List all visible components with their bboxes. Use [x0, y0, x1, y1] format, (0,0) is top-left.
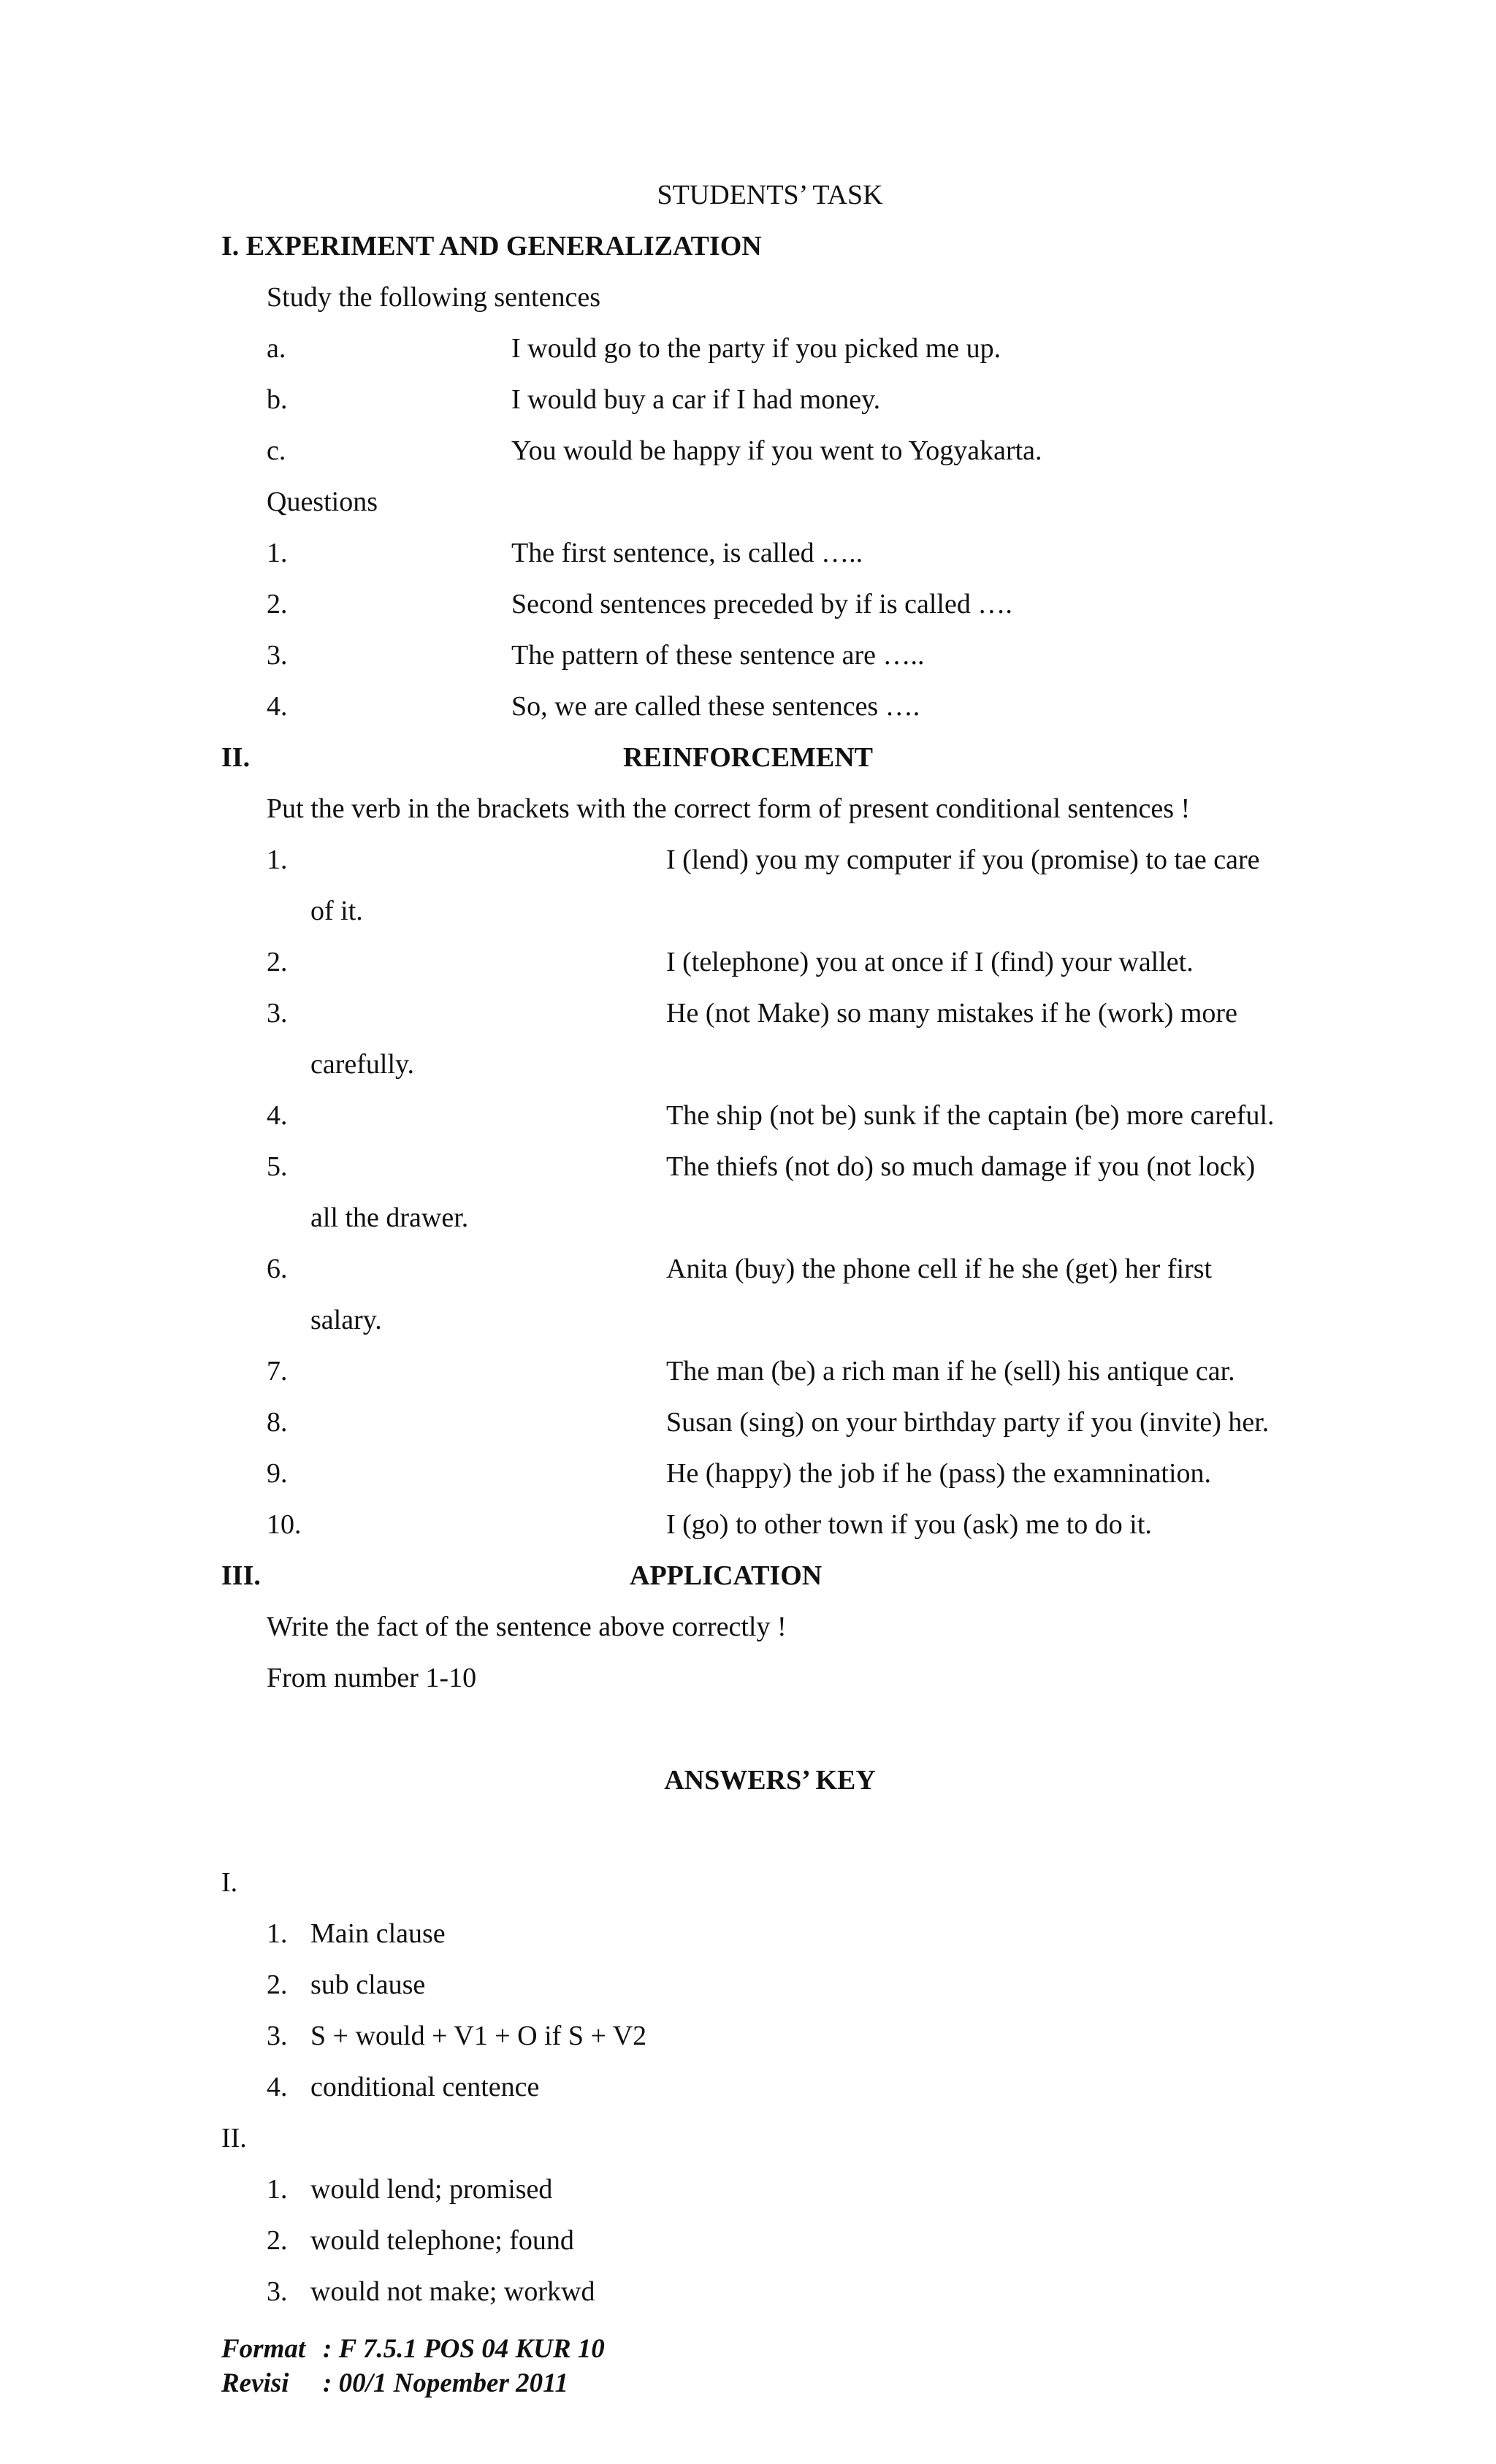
item-number: 3.: [267, 998, 288, 1029]
answer-text: would telephone; found: [310, 2225, 574, 2256]
section-3-line: From number 1-10: [267, 1663, 477, 1693]
item-continuation: all the drawer.: [310, 1202, 469, 1233]
item-text: The man (be) a rich man if he (sell) his antique car.: [666, 1356, 1235, 1387]
question-number: 2.: [267, 589, 288, 619]
question-number: 4.: [267, 691, 288, 722]
footer-revisi-value: : 00/1 Nopember 2011: [323, 2368, 569, 2398]
item-number: 2.: [267, 947, 288, 977]
answer-number: 1.: [267, 1918, 288, 1949]
answer-number: 1.: [267, 2174, 288, 2205]
section-2-instruction: Put the verb in the brackets with the correct form of present conditional sentences !: [267, 793, 1191, 824]
item-text: I (lend) you my computer if you (promise) to tae care: [666, 844, 1260, 875]
sentence-text: I would go to the party if you picked me up.: [511, 333, 1001, 364]
sentence-label: b.: [267, 384, 288, 415]
section-1-heading: I. EXPERIMENT AND GENERALIZATION: [221, 231, 762, 262]
item-text: Anita (buy) the phone cell if he she (get) her first: [666, 1254, 1213, 1284]
question-number: 1.: [267, 538, 288, 568]
answer-number: 2.: [267, 1969, 288, 2000]
answer-text: S + would + V1 + O if S + V2: [310, 2021, 647, 2051]
answers-heading: ANSWERS’ KEY: [664, 1765, 876, 1796]
item-number: 7.: [267, 1356, 288, 1387]
question-text: So, we are called these sentences ….: [511, 691, 920, 722]
section-1-intro: Study the following sentences: [267, 282, 600, 313]
answer-text: would lend; promised: [310, 2174, 553, 2205]
item-text: I (go) to other town if you (ask) me to do it.: [666, 1509, 1152, 1540]
question-text: The pattern of these sentence are …..: [511, 640, 925, 671]
section-2-heading: REINFORCEMENT: [623, 742, 874, 773]
question-text: The first sentence, is called …..: [511, 538, 863, 568]
answer-number: 3.: [267, 2021, 288, 2051]
question-number: 3.: [267, 640, 288, 671]
item-number: 1.: [267, 844, 288, 875]
answer-number: 3.: [267, 2276, 288, 2307]
footer-format-label: Format: [221, 2334, 306, 2364]
section-2-numeral: II.: [221, 742, 251, 773]
answer-text: conditional centence: [310, 2072, 540, 2102]
item-number: 4.: [267, 1100, 288, 1131]
item-number: 6.: [267, 1254, 288, 1284]
sentence-label: a.: [267, 333, 286, 364]
footer-format-value: : F 7.5.1 POS 04 KUR 10: [323, 2334, 605, 2364]
answer-number: 4.: [267, 2072, 288, 2102]
item-number: 8.: [267, 1407, 288, 1438]
item-text: He (not Make) so many mistakes if he (work) more: [666, 998, 1237, 1029]
item-text: Susan (sing) on your birthday party if you (invite) her.: [666, 1407, 1270, 1438]
item-text: I (telephone) you at once if I (find) your wallet.: [666, 947, 1194, 977]
item-number: 10.: [267, 1509, 302, 1540]
answers-part-label: II.: [221, 2123, 247, 2154]
section-3-numeral: III.: [221, 1560, 261, 1591]
item-continuation: salary.: [310, 1305, 382, 1335]
question-text: Second sentences preceded by if is called ….: [511, 589, 1012, 619]
answer-number: 2.: [267, 2225, 288, 2256]
sentence-label: c.: [267, 435, 286, 466]
answers-part-label: I.: [221, 1867, 238, 1898]
item-text: The ship (not be) sunk if the captain (be) more careful.: [666, 1100, 1275, 1131]
section-3-line: Write the fact of the sentence above correctly !: [267, 1611, 787, 1642]
questions-label: Questions: [267, 487, 378, 517]
item-continuation: carefully.: [310, 1049, 415, 1080]
item-continuation: of it.: [310, 896, 363, 926]
section-3-heading: APPLICATION: [630, 1560, 823, 1591]
answer-text: would not make; workwd: [310, 2276, 595, 2307]
sentence-text: I would buy a car if I had money.: [511, 384, 881, 415]
sentence-text: You would be happy if you went to Yogyakarta.: [511, 435, 1042, 466]
item-text: The thiefs (not do) so much damage if you (not lock): [666, 1151, 1256, 1182]
answer-text: sub clause: [310, 1969, 426, 2000]
page-title: STUDENTS’ TASK: [657, 180, 883, 210]
item-text: He (happy) the job if he (pass) the examnination.: [666, 1458, 1212, 1489]
answer-text: Main clause: [310, 1918, 446, 1949]
item-number: 9.: [267, 1458, 288, 1489]
item-number: 5.: [267, 1151, 288, 1182]
footer-revisi-label: Revisi: [221, 2368, 289, 2398]
